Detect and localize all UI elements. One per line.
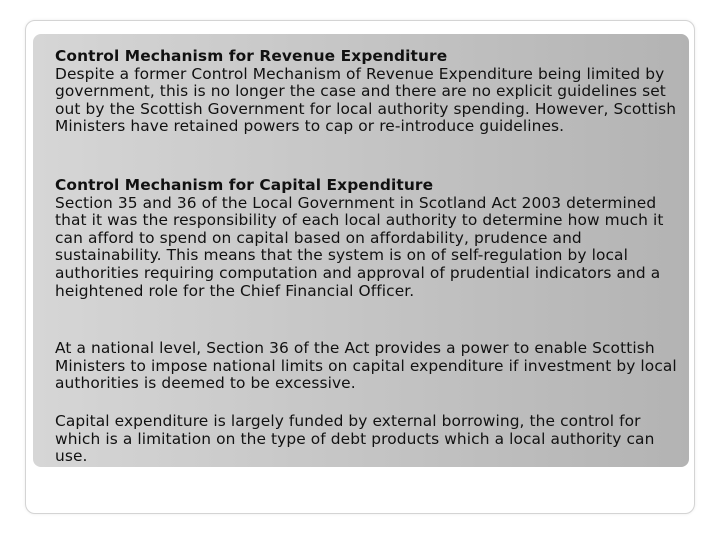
funding-paragraph: Capital expenditure is largely funded by external borrowing, the control for which is a limitation on the type of debt products which a local authority can use. [55, 412, 655, 466]
capital-heading: Control Mechanism for Capital Expenditure [55, 176, 434, 194]
capital-section [55, 177, 685, 300]
national-section [55, 340, 685, 393]
funding-section [55, 413, 685, 466]
revenue-paragraph: Despite a former Control Mechanism of Revenue Expenditure being limited by government, this is no longer the case and there are no explicit guidelines set out by the Scottish Government for local authority spending. However, Scottish Ministers have retained powers to cap or re-introduce guidelines. [55, 64, 677, 136]
revenue-section [55, 48, 685, 136]
national-paragraph: At a national level, Section 36 of the Act provides a power to enable Scottish Ministers to impose national limits on capital expenditure if investment by local authorities is deemed to be excessive. [55, 339, 677, 393]
revenue-heading: Control Mechanism for Revenue Expenditure [55, 47, 448, 65]
capital-paragraph: Section 35 and 36 of the Local Government in Scotland Act 2003 determined that it was the responsibility of each local authority to determine how much it can afford to spend on capital based on affordability, prudence and sustainability. This means that the system is on of self-regulation by local authorities requiring computation and approval of prudential indicators and a heightened role for the Chief Financial Officer. [55, 193, 664, 300]
